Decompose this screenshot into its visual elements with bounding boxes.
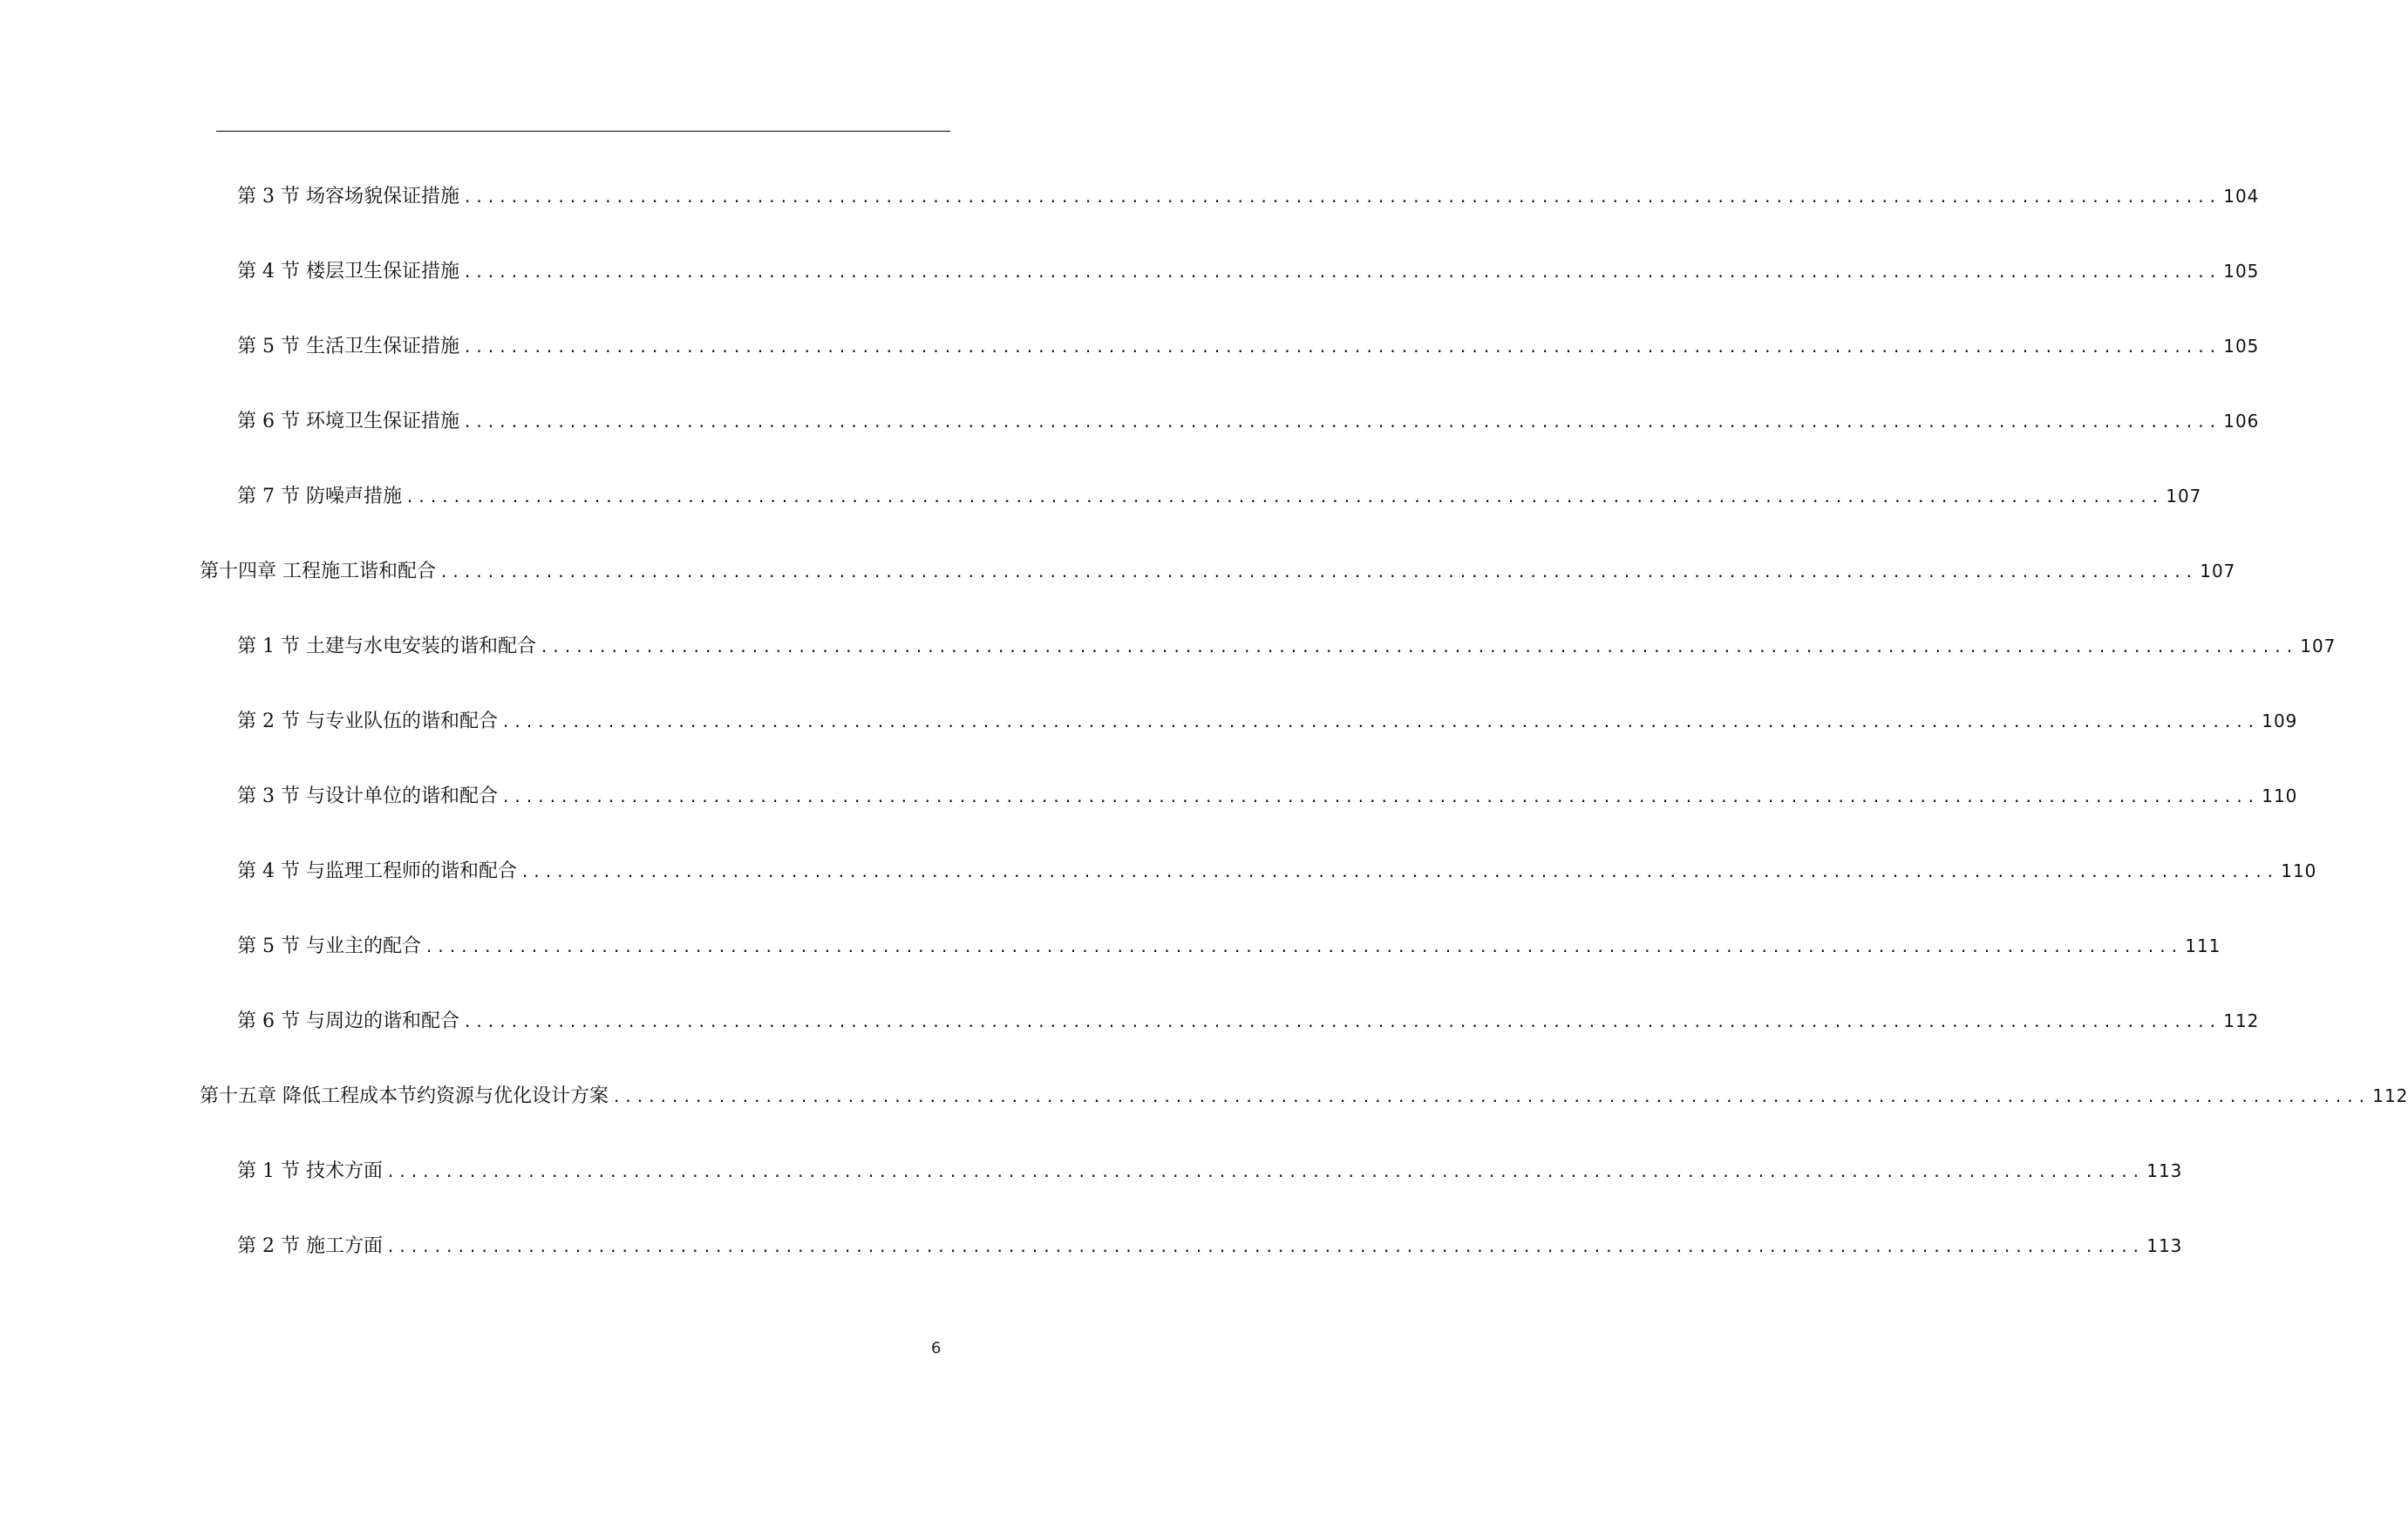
toc-entry-page: 107 [2300, 636, 2337, 656]
toc-entry-label: 第 5 节 与业主的配合 [237, 935, 421, 957]
toc-entry-page: 107 [2200, 561, 2236, 581]
toc-dot-leader: ...................................................................................................................................................... [462, 189, 2221, 207]
toc-dot-leader: ...................................................................................................................................................... [462, 339, 2221, 357]
toc-dot-leader: ...................................................................................................................................................... [405, 489, 2163, 507]
toc-entry-label: 第 2 节 施工方面 [237, 1235, 383, 1257]
toc-entry-page: 113 [2146, 1235, 2183, 1256]
toc-entry[interactable] [237, 708, 2298, 734]
toc-entry[interactable] [237, 933, 2221, 959]
toc-entry-page: 109 [2262, 711, 2298, 731]
toc-entry-page: 113 [2146, 1160, 2183, 1181]
toc-dot-leader: ...................................................................................................................................................... [385, 1239, 2144, 1256]
toc-entry-label: 第十四章 工程施工谐和配合 [200, 561, 436, 582]
page-number: 6 [931, 1339, 942, 1357]
toc-entry[interactable] [237, 1008, 2260, 1034]
toc-entry-label: 第 3 节 与设计单位的谐和配合 [237, 785, 498, 807]
toc-entry[interactable] [237, 858, 2317, 884]
toc-entry-label: 第 4 节 与监理工程师的谐和配合 [237, 860, 517, 882]
toc-entry[interactable] [237, 483, 2202, 509]
toc-entry-page: 112 [2372, 1085, 2408, 1106]
toc-entry-page: 105 [2223, 336, 2260, 357]
toc-dot-leader: ...................................................................................................................................................... [500, 789, 2259, 806]
toc-entry[interactable] [237, 1158, 2183, 1184]
toc-entry[interactable] [237, 333, 2260, 359]
toc-dot-leader: ...................................................................................................................................................... [424, 939, 2182, 956]
toc-entry[interactable] [237, 408, 2260, 434]
toc-chapter-entry[interactable] [200, 558, 2236, 584]
toc-dot-leader: ...................................................................................................................................................... [539, 639, 2297, 656]
toc-entry-label: 第 1 节 土建与水电安装的谐和配合 [237, 636, 536, 657]
toc-dot-leader: ...................................................................................................................................................... [462, 264, 2221, 282]
toc-entry[interactable] [237, 1233, 2183, 1259]
toc-entry-page: 107 [2166, 486, 2202, 507]
toc-entry-page: 104 [2223, 186, 2260, 207]
toc-entry-page: 110 [2281, 860, 2317, 881]
toc-dot-leader: ...................................................................................................................................................... [462, 1014, 2221, 1031]
toc-entry-page: 112 [2223, 1010, 2260, 1031]
toc-entry-label: 第 4 节 楼层卫生保证措施 [237, 261, 459, 282]
toc-entry[interactable] [237, 258, 2260, 284]
toc-entry-label: 第 6 节 与周边的谐和配合 [237, 1010, 459, 1032]
toc-entry-label: 第 2 节 与专业队伍的谐和配合 [237, 711, 498, 732]
toc-dot-leader: ...................................................................................................................................................... [462, 414, 2221, 432]
toc-entry-label: 第 5 节 生活卫生保证措施 [237, 336, 459, 357]
toc-chapter-entry[interactable] [200, 1083, 2408, 1109]
toc-entry[interactable] [237, 183, 2260, 209]
toc-entry-label: 第 7 节 防噪声措施 [237, 486, 402, 507]
toc-dot-leader: ...................................................................................................................................................... [439, 564, 2197, 581]
toc-entry-label: 第十五章 降低工程成本节约资源与优化设计方案 [200, 1085, 609, 1107]
toc-entry-page: 111 [2185, 935, 2221, 956]
toc-entry-page: 105 [2223, 261, 2260, 282]
toc-entry-label: 第 6 节 环境卫生保证措施 [237, 411, 459, 432]
toc-entry-page: 110 [2262, 785, 2298, 806]
toc-dot-leader: ...................................................................................................................................................... [520, 864, 2278, 881]
toc-entry-label: 第 3 节 场容场貌保证措施 [237, 186, 459, 207]
toc-entry[interactable] [237, 783, 2298, 809]
toc-entry-label: 第 1 节 技术方面 [237, 1160, 383, 1182]
toc-entry-page: 106 [2223, 411, 2260, 432]
toc-dot-leader: ...................................................................................................................................................... [500, 714, 2259, 731]
toc-dot-leader: ...................................................................................................................................................... [385, 1164, 2144, 1181]
toc-entry[interactable] [237, 633, 2337, 659]
toc-dot-leader: ...................................................................................................................................................... [612, 1089, 2370, 1106]
